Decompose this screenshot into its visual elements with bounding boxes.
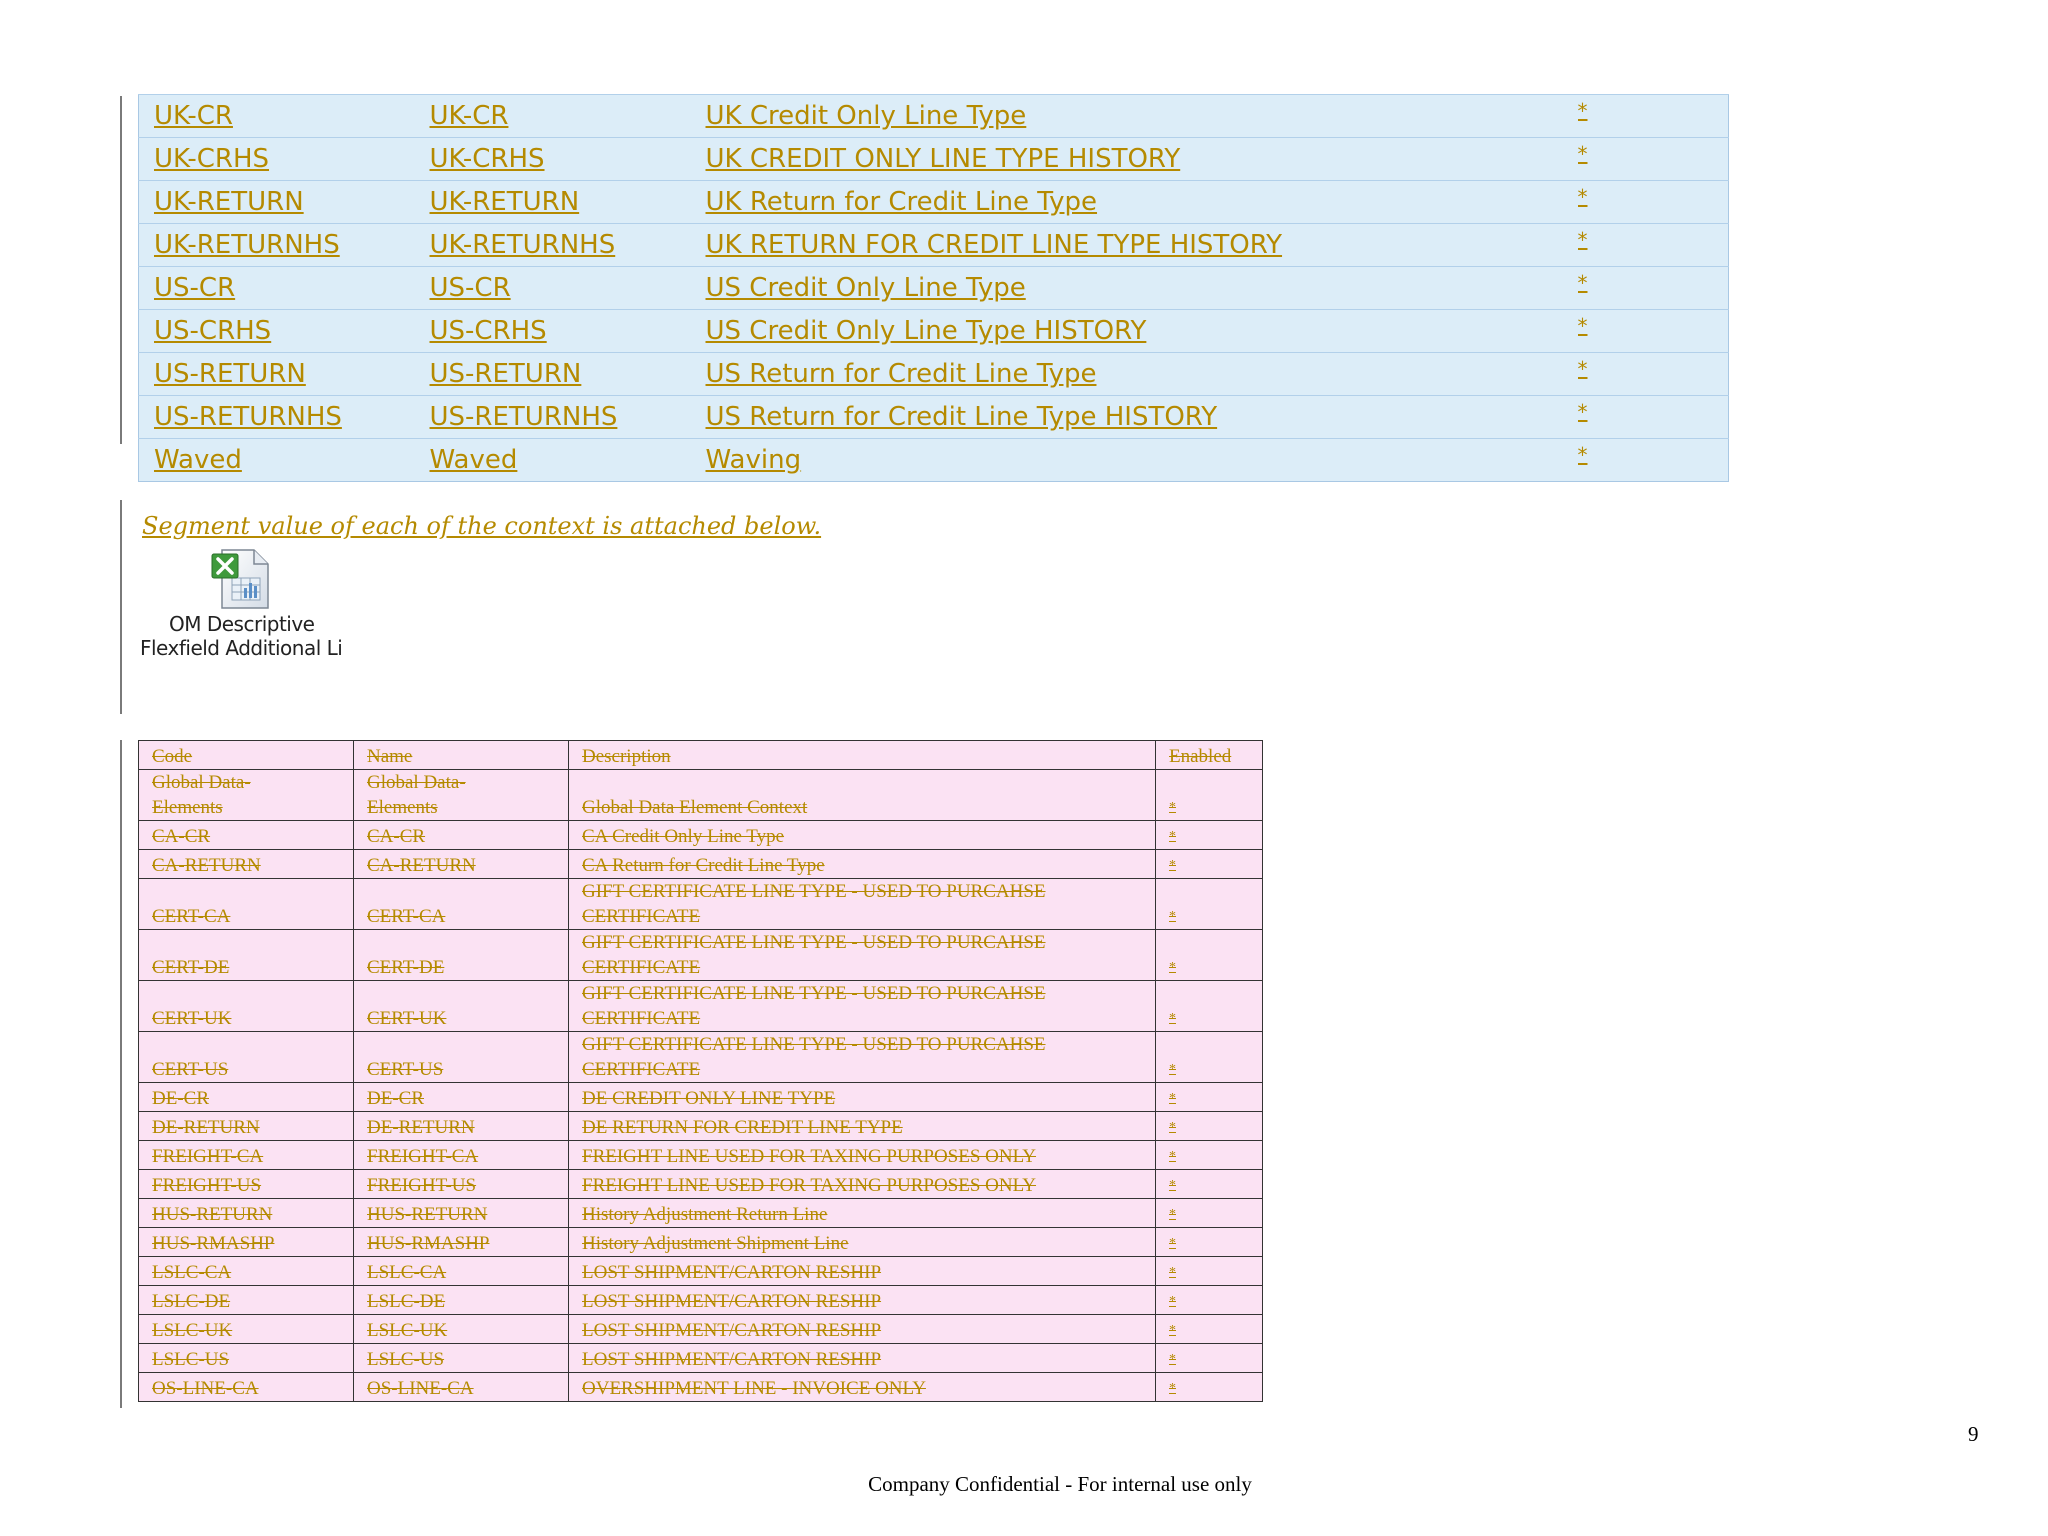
description-cell: History Adjustment Return Line	[569, 1199, 1156, 1228]
table-row	[139, 1141, 1263, 1170]
table-row	[139, 310, 1729, 353]
table-row	[139, 1112, 1263, 1141]
enabled-cell[interactable]: *	[1156, 981, 1263, 1032]
code-cell: DE-RETURN	[139, 1112, 354, 1141]
description-cell	[569, 879, 1156, 930]
description-cell[interactable]: UK Return for Credit Line Type	[691, 181, 1578, 224]
column-header-description: Description	[569, 741, 1156, 770]
name-cell[interactable]: UK-RETURN	[415, 181, 691, 224]
name-cell[interactable]: US-RETURN	[415, 353, 691, 396]
enabled-cell[interactable]: *	[1156, 879, 1263, 930]
description-cell[interactable]: UK RETURN FOR CREDIT LINE TYPE HISTORY	[691, 224, 1578, 267]
table-row	[139, 850, 1263, 879]
description-line: GIFT CERTIFICATE LINE TYPE - USED TO PURCAHSE	[582, 932, 1046, 953]
name-cell: LSLC-UK	[354, 1315, 569, 1344]
name-line: Global Data-	[367, 772, 466, 793]
enabled-cell[interactable]: *	[1156, 821, 1263, 850]
name-cell: CA-RETURN	[354, 850, 569, 879]
code-cell: CERT-UK	[139, 981, 354, 1032]
enabled-cell[interactable]: *	[1578, 396, 1729, 439]
enabled-cell[interactable]: *	[1156, 1228, 1263, 1257]
table-row	[139, 1315, 1263, 1344]
code-cell: FREIGHT-CA	[139, 1141, 354, 1170]
description-cell	[569, 1032, 1156, 1083]
enabled-cell[interactable]: *	[1578, 95, 1729, 138]
name-cell: LSLC-CA	[354, 1257, 569, 1286]
description-line: GIFT CERTIFICATE LINE TYPE - USED TO PURCAHSE	[582, 1034, 1046, 1055]
description-cell	[569, 981, 1156, 1032]
code-cell: HUS-RMASHP	[139, 1228, 354, 1257]
name-cell: FREIGHT-US	[354, 1170, 569, 1199]
table-row	[139, 1228, 1263, 1257]
column-header-code: Code	[139, 741, 354, 770]
code-cell: CERT-DE	[139, 930, 354, 981]
table-row	[139, 224, 1729, 267]
enabled-cell[interactable]: *	[1156, 850, 1263, 879]
code-cell: LSLC-CA	[139, 1257, 354, 1286]
description-line: CERTIFICATE	[582, 906, 701, 927]
description-cell: LOST SHIPMENT/CARTON RESHIP	[569, 1257, 1156, 1286]
name-cell[interactable]: US-CRHS	[415, 310, 691, 353]
table-row	[139, 396, 1729, 439]
enabled-cell[interactable]: *	[1156, 770, 1263, 821]
revision-change-bar	[120, 740, 122, 1408]
enabled-cell[interactable]: *	[1578, 138, 1729, 181]
embedded-attachment[interactable]	[140, 548, 345, 668]
name-cell: LSLC-US	[354, 1344, 569, 1373]
revision-change-bar	[120, 96, 122, 444]
code-cell: CERT-US	[139, 1032, 354, 1083]
name-cell: CERT-UK	[354, 981, 569, 1032]
description-cell: OVERSHIPMENT LINE - INVOICE ONLY	[569, 1373, 1156, 1402]
table-row	[139, 181, 1729, 224]
description-cell: CA Credit Only Line Type	[569, 821, 1156, 850]
column-header-enabled: Enabled	[1156, 741, 1263, 770]
enabled-cell[interactable]: *	[1578, 439, 1729, 482]
code-cell: CA-RETURN	[139, 850, 354, 879]
description-cell: LOST SHIPMENT/CARTON RESHIP	[569, 1286, 1156, 1315]
code-cell[interactable]: UK-RETURN	[139, 181, 415, 224]
code-cell: LSLC-US	[139, 1344, 354, 1373]
name-cell[interactable]: UK-CRHS	[415, 138, 691, 181]
description-cell[interactable]: Waving	[691, 439, 1578, 482]
description-cell: DE CREDIT ONLY LINE TYPE	[569, 1083, 1156, 1112]
enabled-cell[interactable]: *	[1578, 224, 1729, 267]
column-header-name: Name	[354, 741, 569, 770]
enabled-cell[interactable]: *	[1578, 181, 1729, 224]
deleted-context-table	[138, 740, 1263, 1402]
attachment-label-line: Flexfield Additional Li	[140, 636, 343, 660]
table-row	[139, 1344, 1263, 1373]
code-cell	[139, 770, 354, 821]
enabled-cell[interactable]: *	[1156, 1315, 1263, 1344]
description-cell: FREIGHT LINE USED FOR TAXING PURPOSES ONLY	[569, 1170, 1156, 1199]
description-line: CERTIFICATE	[582, 1059, 701, 1080]
excel-file-icon[interactable]	[210, 548, 274, 615]
enabled-cell[interactable]: *	[1156, 1112, 1263, 1141]
name-cell: CERT-DE	[354, 930, 569, 981]
description-line: GIFT CERTIFICATE LINE TYPE - USED TO PURCAHSE	[582, 983, 1046, 1004]
confidentiality-footer: Company Confidential - For internal use only	[868, 1472, 1252, 1496]
code-cell[interactable]: UK-CR	[139, 95, 415, 138]
enabled-cell[interactable]: *	[1156, 1170, 1263, 1199]
description-cell	[569, 930, 1156, 981]
code-cell: LSLC-DE	[139, 1286, 354, 1315]
table-row	[139, 879, 1263, 930]
code-cell: LSLC-UK	[139, 1315, 354, 1344]
description-cell[interactable]: US Credit Only Line Type	[691, 267, 1578, 310]
enabled-cell[interactable]: *	[1156, 1257, 1263, 1286]
table-row	[139, 353, 1729, 396]
name-cell: CERT-US	[354, 1032, 569, 1083]
name-cell: DE-CR	[354, 1083, 569, 1112]
enabled-cell[interactable]: *	[1156, 1083, 1263, 1112]
description-cell[interactable]: US Return for Credit Line Type HISTORY	[691, 396, 1578, 439]
code-cell[interactable]: US-CRHS	[139, 310, 415, 353]
name-cell[interactable]: US-CR	[415, 267, 691, 310]
description-line: CERTIFICATE	[582, 1008, 701, 1029]
name-cell: OS-LINE-CA	[354, 1373, 569, 1402]
code-line: Global Data-	[152, 772, 251, 793]
attachment-label	[140, 612, 345, 668]
table-row	[139, 930, 1263, 981]
name-cell[interactable]: Waved	[415, 439, 691, 482]
description-cell: Global Data Element Context	[569, 770, 1156, 821]
revision-change-bar	[120, 500, 122, 714]
name-cell: CERT-CA	[354, 879, 569, 930]
table-row	[139, 439, 1729, 482]
table-row	[139, 1083, 1263, 1112]
code-cell[interactable]: UK-CRHS	[139, 138, 415, 181]
table-row	[139, 981, 1263, 1032]
code-cell: FREIGHT-US	[139, 1170, 354, 1199]
name-cell[interactable]: US-RETURNHS	[415, 396, 691, 439]
table-row	[139, 821, 1263, 850]
description-cell: LOST SHIPMENT/CARTON RESHIP	[569, 1344, 1156, 1373]
code-cell: OS-LINE-CA	[139, 1373, 354, 1402]
page-number: 9	[1968, 1422, 1979, 1446]
enabled-cell[interactable]: *	[1156, 1286, 1263, 1315]
code-cell[interactable]: Waved	[139, 439, 415, 482]
table-header-row	[139, 741, 1263, 770]
context-values-table	[138, 94, 1729, 482]
name-cell: FREIGHT-CA	[354, 1141, 569, 1170]
description-line: GIFT CERTIFICATE LINE TYPE - USED TO PURCAHSE	[582, 881, 1046, 902]
name-cell[interactable]: UK-CR	[415, 95, 691, 138]
table-row	[139, 770, 1263, 821]
description-cell: LOST SHIPMENT/CARTON RESHIP	[569, 1315, 1156, 1344]
table-row	[139, 138, 1729, 181]
description-cell[interactable]: US Credit Only Line Type HISTORY	[691, 310, 1578, 353]
code-cell[interactable]: US-CR	[139, 267, 415, 310]
table-row	[139, 1199, 1263, 1228]
description-line: CERTIFICATE	[582, 957, 701, 978]
enabled-cell[interactable]: *	[1578, 267, 1729, 310]
description-cell: CA Return for Credit Line Type	[569, 850, 1156, 879]
code-cell: CA-CR	[139, 821, 354, 850]
code-cell: CERT-CA	[139, 879, 354, 930]
description-cell: FREIGHT LINE USED FOR TAXING PURPOSES ONLY	[569, 1141, 1156, 1170]
name-cell: DE-RETURN	[354, 1112, 569, 1141]
table-row	[139, 1032, 1263, 1083]
name-line: Elements	[367, 797, 438, 818]
code-cell: DE-CR	[139, 1083, 354, 1112]
enabled-cell[interactable]: *	[1156, 1344, 1263, 1373]
description-cell: DE RETURN FOR CREDIT LINE TYPE	[569, 1112, 1156, 1141]
table-row	[139, 1373, 1263, 1402]
table-row	[139, 1286, 1263, 1315]
code-cell: HUS-RETURN	[139, 1199, 354, 1228]
enabled-cell[interactable]: *	[1578, 310, 1729, 353]
table-row	[139, 267, 1729, 310]
enabled-cell[interactable]: *	[1156, 930, 1263, 981]
enabled-cell[interactable]: *	[1156, 1199, 1263, 1228]
name-cell	[354, 770, 569, 821]
table-row	[139, 95, 1729, 138]
code-line: Elements	[152, 797, 223, 818]
description-cell[interactable]: UK Credit Only Line Type	[691, 95, 1578, 138]
description-cell[interactable]: UK CREDIT ONLY LINE TYPE HISTORY	[691, 138, 1578, 181]
table-row	[139, 1170, 1263, 1199]
enabled-cell[interactable]: *	[1156, 1141, 1263, 1170]
name-cell[interactable]: UK-RETURNHS	[415, 224, 691, 267]
enabled-cell[interactable]: *	[1156, 1373, 1263, 1402]
enabled-cell[interactable]: *	[1156, 1032, 1263, 1083]
enabled-cell[interactable]: *	[1578, 353, 1729, 396]
description-cell: History Adjustment Shipment Line	[569, 1228, 1156, 1257]
code-cell[interactable]: US-RETURN	[139, 353, 415, 396]
name-cell: CA-CR	[354, 821, 569, 850]
attachment-caption: Segment value of each of the context is attached below.	[142, 512, 822, 540]
name-cell: HUS-RETURN	[354, 1199, 569, 1228]
name-cell: LSLC-DE	[354, 1286, 569, 1315]
description-cell[interactable]: US Return for Credit Line Type	[691, 353, 1578, 396]
attachment-label-line: OM Descriptive	[169, 612, 315, 636]
table-row	[139, 1257, 1263, 1286]
code-cell[interactable]: UK-RETURNHS	[139, 224, 415, 267]
code-cell[interactable]: US-RETURNHS	[139, 396, 415, 439]
name-cell: HUS-RMASHP	[354, 1228, 569, 1257]
